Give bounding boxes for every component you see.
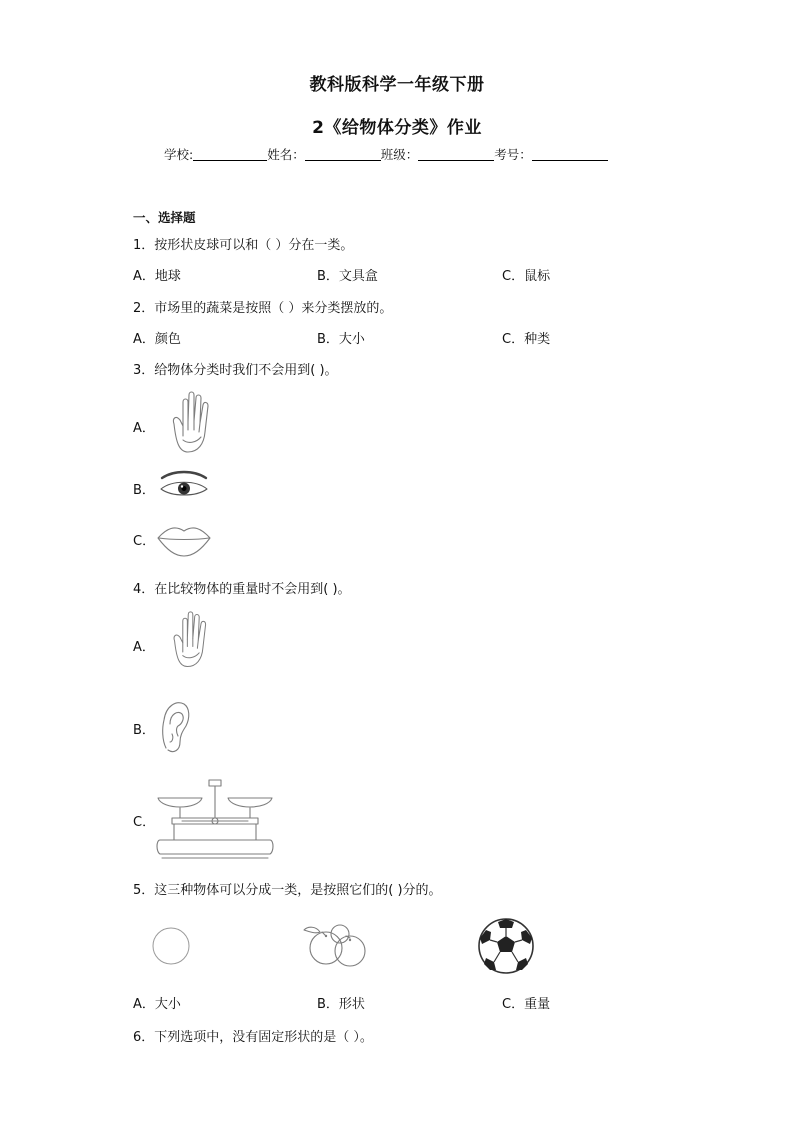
q2-option-c[interactable]: C．种类 — [502, 332, 551, 347]
q3-option-b[interactable]: B． — [133, 483, 155, 498]
class-blank[interactable] — [418, 147, 494, 161]
q1-option-c[interactable]: C．鼠标 — [502, 269, 551, 284]
oranges-icon — [300, 916, 372, 974]
q5-option-c[interactable]: C．重量 — [502, 997, 551, 1012]
q5-option-a[interactable]: A．大小 — [133, 997, 181, 1012]
q2-option-b[interactable]: B．大小 — [317, 332, 365, 347]
class-label: 班级： — [380, 147, 419, 162]
eye-icon — [158, 472, 210, 506]
student-info-line — [164, 145, 608, 163]
ear-icon — [158, 698, 192, 760]
question-4: 4．在比较物体的重量时不会用到( )。 — [133, 582, 351, 597]
hand-icon — [168, 390, 216, 462]
exam-number-blank[interactable] — [532, 147, 608, 161]
page-subtitle: 2《给物体分类》作业 — [312, 118, 482, 138]
question-6: 6．下列选项中，没有固定形状的是（ ）。 — [133, 1030, 373, 1045]
q4-option-a[interactable]: A． — [133, 640, 155, 655]
lips-icon — [155, 520, 213, 562]
question-2: 2．市场里的蔬菜是按照（ ）来分类摆放的。 — [133, 301, 393, 316]
name-blank[interactable] — [305, 147, 381, 161]
school-blank[interactable] — [193, 147, 267, 161]
q3-option-c[interactable]: C． — [133, 534, 156, 549]
school-label: 学校: — [164, 147, 194, 162]
q4-option-b[interactable]: B． — [133, 723, 155, 738]
page-title: 教科版科学一年级下册 — [309, 75, 485, 95]
hand-icon — [166, 610, 216, 676]
q3-option-a[interactable]: A． — [133, 421, 155, 436]
balance-scale-icon — [152, 778, 278, 866]
question-5: 5．这三种物体可以分成一类，是按照它们的( )分的。 — [133, 883, 442, 898]
q2-option-a[interactable]: A．颜色 — [133, 332, 181, 347]
q5-option-b[interactable]: B．形状 — [317, 997, 365, 1012]
name-label: 姓名： — [267, 147, 305, 162]
soccer-ball-icon — [474, 914, 538, 982]
circle-outline-icon — [150, 925, 192, 971]
exam-number-label: 考号： — [494, 147, 532, 162]
q4-option-c[interactable]: C． — [133, 815, 156, 830]
question-3: 3．给物体分类时我们不会用到( )。 — [133, 363, 338, 378]
section-title: 一、选择题 — [133, 210, 196, 225]
q1-option-b[interactable]: B．文具盒 — [317, 269, 378, 284]
question-1: 1．按形状皮球可以和（ ）分在一类。 — [133, 238, 354, 253]
q1-option-a[interactable]: A．地球 — [133, 269, 181, 284]
